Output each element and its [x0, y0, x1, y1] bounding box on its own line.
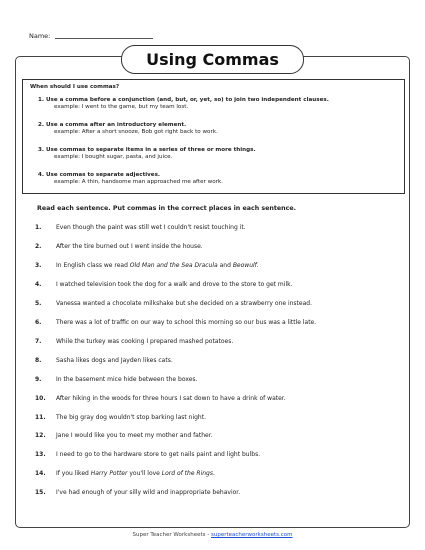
sentence-item — [35, 451, 260, 458]
rule-title: 1. Use a comma before a conjunction (and, but, or, yet, so) to join two independent clauses. — [38, 97, 329, 103]
sentence-text — [56, 470, 215, 477]
sentence-item — [35, 357, 173, 364]
rules-box — [22, 79, 405, 194]
sentence-item — [35, 489, 240, 496]
name-line — [29, 32, 153, 40]
sentence-number: 2. — [35, 242, 42, 250]
italic-title: Harry Potter — [90, 470, 128, 478]
sentence-text: I need to go to the hardware store to get nails paint and light bulbs. — [56, 451, 261, 459]
sentence-number: 9. — [35, 375, 42, 383]
sentence-text — [56, 262, 259, 269]
sentence-text: After the tire burned out I went inside the house. — [56, 242, 203, 250]
sentence-text: While the turkey was cooking I prepared mashed potatoes. — [56, 337, 234, 345]
sentence-text: I've had enough of your silly wild and inappropriate behavior. — [56, 489, 241, 497]
sentence-number: 10. — [35, 394, 46, 402]
name-label: Name: — [29, 32, 51, 40]
sentence-item — [35, 414, 206, 421]
instructions: Read each sentence. Put commas in the correct places in each sentence. — [37, 205, 297, 212]
rule-item — [38, 147, 256, 160]
rule-example: example: I bought sugar, pasta, and juice. — [54, 154, 173, 160]
sentence-item — [35, 395, 286, 402]
rule-item — [38, 122, 218, 135]
rule-title: 4. Use commas to separate adjectives. — [38, 172, 161, 178]
footer-brand: Super Teacher Worksheets — [132, 532, 206, 538]
sentence-number: 5. — [35, 299, 42, 307]
sentence-item — [35, 281, 293, 288]
sentence-number: 7. — [35, 337, 42, 345]
rule-item — [38, 172, 223, 185]
sentence-fragment: In English class we read — [56, 261, 130, 269]
sentence-fragment: If you liked — [56, 470, 91, 478]
italic-title: Lord of the Rings — [161, 470, 213, 478]
italic-title: Old Man and the Sea Dracula — [129, 261, 218, 269]
sentence-item — [35, 432, 213, 439]
sentence-number: 15. — [35, 489, 46, 497]
rule-example: example: After a short snooze, Bob got right back to work. — [54, 129, 218, 135]
sentence-text: Vanessa wanted a chocolate milkshake but she decided on a strawberry one instead. — [56, 299, 312, 307]
sentence-number: 6. — [35, 318, 42, 326]
sentence-text: Jane I would like you to meet my mother and father. — [56, 432, 213, 440]
sentence-fragment: . — [256, 261, 259, 269]
sentence-item — [35, 300, 312, 307]
sentence-number: 1. — [35, 224, 42, 231]
sentence-text: There was a lot of traffic on our way to school this morning so our bus was a little late. — [56, 318, 317, 326]
sentence-fragment: . — [213, 470, 215, 478]
sentence-number: 8. — [35, 356, 42, 364]
sentence-text: The big gray dog wouldn't stop barking last night. — [56, 413, 206, 421]
sentence-item — [35, 262, 259, 269]
footer-link[interactable]: superteacherworksheets.com — [211, 532, 293, 538]
sentence-item — [35, 319, 316, 326]
sentence-number: 14. — [35, 470, 46, 478]
sentence-number: 4. — [35, 280, 42, 288]
sentence-number: 13. — [35, 451, 46, 459]
rule-example: example: A thin, handsome man approached me after work. — [54, 179, 223, 185]
name-blank — [55, 38, 153, 39]
rule-title: 2. Use a comma after an introductory element. — [38, 122, 187, 128]
sentence-text: Sasha likes dogs and Jayden likes cats. — [56, 356, 173, 364]
rule-item — [38, 97, 329, 110]
footer-separator: - — [207, 532, 210, 538]
sentence-number: 12. — [35, 432, 46, 440]
worksheet-title: Using Commas — [121, 45, 304, 74]
sentence-text: After hiking in the woods for three hours I sat down to have a drink of water. — [56, 394, 286, 402]
rules-question: When should I use commas? — [30, 84, 120, 90]
sentence-number: 11. — [35, 413, 46, 421]
sentence-text: In the basement mice hide between the boxes. — [56, 375, 198, 383]
sentence-fragment: and — [217, 261, 233, 269]
sentence-item — [35, 376, 197, 383]
rule-title: 3. Use commas to separate items in a series of three or more things. — [38, 147, 256, 153]
sentence-item — [35, 224, 246, 231]
sentence-text: I watched television took the dog for a walk and drove to the store to get milk. — [56, 280, 293, 288]
sentence-item — [35, 470, 215, 477]
sentence-item — [35, 243, 203, 250]
rule-example: example: I went to the game, but my team lost. — [54, 104, 189, 110]
sentence-text: Even though the paint was still wet I couldn't resist touching it. — [56, 224, 246, 231]
footer — [0, 532, 425, 538]
sentence-number: 3. — [35, 261, 42, 269]
italic-title: Beowulf — [232, 261, 257, 269]
sentence-fragment: you'll love — [127, 470, 162, 478]
sentence-item — [35, 338, 233, 345]
